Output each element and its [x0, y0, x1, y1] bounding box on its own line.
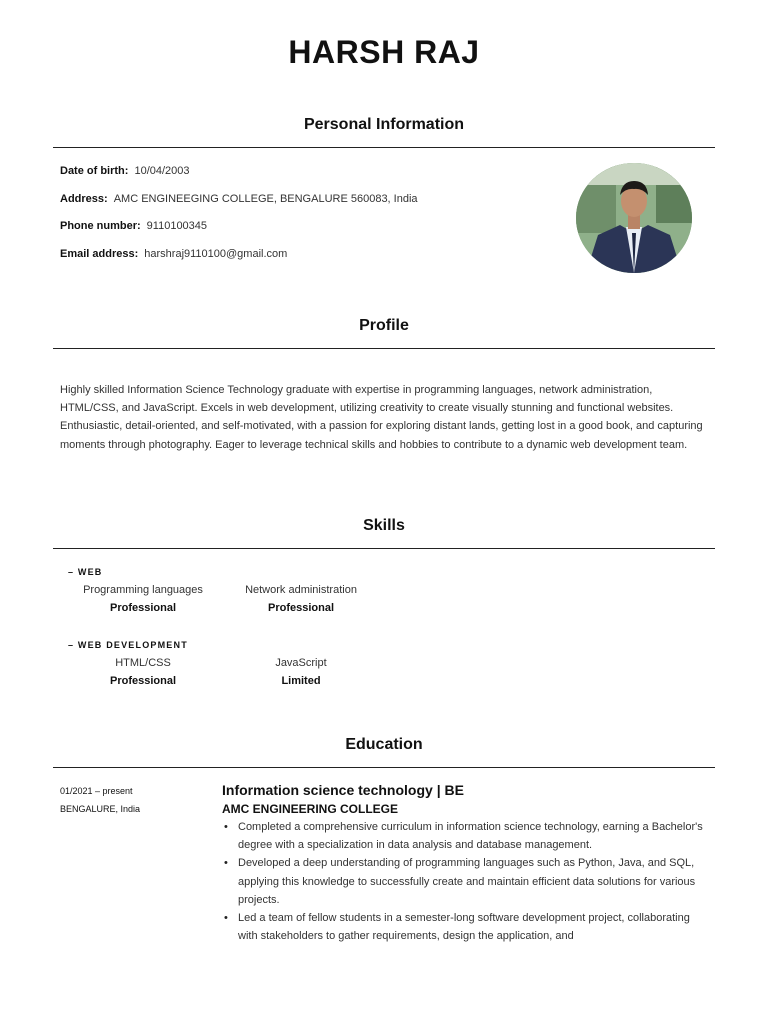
section-divider [53, 147, 715, 148]
info-row-address [60, 193, 418, 205]
education-school: AMC ENGINEERING COLLEGE [222, 802, 399, 816]
skill-level: Professional [267, 602, 335, 614]
info-row-phone [60, 220, 207, 232]
education-date: 01/2021 – present [60, 786, 133, 796]
section-divider [53, 548, 715, 549]
info-value: 10/04/2003 [134, 165, 190, 177]
section-title-skills: Skills [363, 517, 405, 534]
skill-level: Professional [109, 602, 177, 614]
skill-group-heading: – WEB DEVELOPMENT [68, 640, 188, 650]
section-title-profile: Profile [359, 317, 409, 334]
skill-name: HTML/CSS [115, 657, 171, 669]
info-label: Address: [60, 193, 108, 205]
profile-photo-image [576, 163, 692, 273]
profile-photo [576, 163, 692, 273]
info-label: Email address: [60, 248, 139, 260]
education-location: BENGALURE, India [60, 804, 141, 814]
skill-name: Network administration [245, 584, 357, 596]
section-divider [53, 348, 715, 349]
skill-name: Programming languages [83, 584, 203, 596]
info-value: harshraj9110100@gmail.com [144, 248, 288, 260]
skill-group-heading: – WEB [68, 567, 103, 577]
section-title-education: Education [345, 736, 423, 753]
skill-name: JavaScript [275, 657, 327, 669]
section-title-personal: Personal Information [303, 116, 465, 133]
info-value: AMC ENGINEEGING COLLEGE, BENGALURE 560083, India [113, 193, 418, 205]
info-value: 9110100345 [146, 220, 208, 232]
info-label: Phone number: [60, 220, 141, 232]
info-row-email [60, 248, 287, 260]
education-degree: Information science technology | BE [222, 782, 464, 798]
info-label: Date of birth: [60, 165, 129, 177]
list-item: • Led a team of fellow students in a semester-long software development project, collaborating with stakeholders to gather requirements, design the application, and [222, 909, 712, 945]
profile-summary: Highly skilled Information Science Technology graduate with expertise in programming languages, network administration, HTML/CSS, and JavaScript. Excels in web development, utilizing creativity to create visually stunning and functional websites. Enthusiastic, detail-oriented, and self-motivated, with a passion for exploring distant lands, getting lost in a good book, and capturing moments through photography. Eager to leverage technical skills and hobbies to contribute to a dynamic web development team. [60, 384, 703, 451]
resume-name: HARSH RAJ [288, 34, 480, 70]
section-divider [53, 767, 715, 768]
list-item: • Developed a deep understanding of programming languages such as Python, Java, and SQL, applying this knowledge to successfully create and maintain efficient data solutions for various projects. [222, 854, 712, 909]
info-row-dob [60, 165, 190, 177]
list-item: • Completed a comprehensive curriculum in information science technology, earning a Bachelor's degree with a specialization in data analysis and database management. [222, 818, 712, 854]
skill-level: Limited [281, 675, 321, 687]
skill-level: Professional [109, 675, 177, 687]
education-bullets [222, 818, 712, 945]
